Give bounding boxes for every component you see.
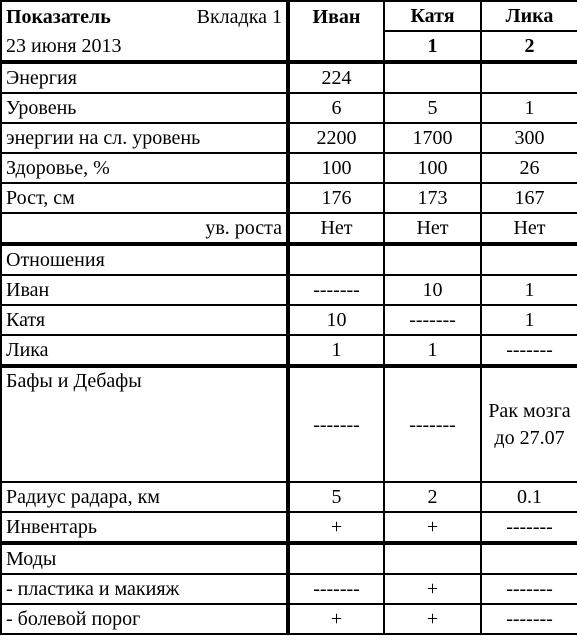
cell-value: 2200 — [288, 123, 384, 153]
table-row — [1, 335, 577, 366]
cell-value: + — [384, 512, 481, 543]
cell-value: 10 — [288, 305, 384, 335]
cell-value: 5 — [384, 93, 481, 123]
table-row — [1, 305, 577, 335]
table-row — [1, 604, 577, 634]
section-row — [1, 244, 577, 275]
character-number-lika: 2 — [481, 31, 577, 62]
empty-cell — [481, 543, 577, 574]
cell-value: 300 — [481, 123, 577, 153]
cell-value: ------- — [481, 574, 577, 604]
cell-value: + — [384, 574, 481, 604]
empty-cell — [384, 244, 481, 275]
cell-value: ------- — [481, 604, 577, 634]
cell-value: 0.1 — [481, 482, 577, 512]
table-row — [1, 213, 577, 244]
character-name-katya: Катя — [384, 1, 481, 31]
header-row — [1, 1, 577, 31]
row-label: - пластика и макияж — [1, 574, 288, 604]
tab-label: Вкладка 1 — [196, 5, 282, 28]
row-label: Катя — [1, 305, 288, 335]
cell-value: 1700 — [384, 123, 481, 153]
cell-value: ------- — [384, 305, 481, 335]
table-row — [1, 93, 577, 123]
cell-value: Нет — [384, 213, 481, 244]
table-row — [1, 482, 577, 512]
row-label: Иван — [1, 275, 288, 305]
indicator-heading: Показатель — [6, 5, 111, 28]
character-number-katya: 1 — [384, 31, 481, 62]
character-number-ivan — [288, 31, 384, 62]
cell-value: 173 — [384, 183, 481, 213]
cell-value: ------- — [288, 366, 384, 482]
row-label: Бафы и Дебафы — [1, 366, 288, 482]
cell-value: + — [288, 604, 384, 634]
cell-value: 10 — [384, 275, 481, 305]
table-row — [1, 366, 577, 482]
table-row — [1, 62, 577, 93]
cell-value: ------- — [481, 512, 577, 543]
empty-cell — [481, 244, 577, 275]
cell-value: ------- — [481, 335, 577, 366]
row-label: Инвентарь — [1, 512, 288, 543]
date-label: 23 июня 2013 — [1, 31, 288, 62]
cell-value: 100 — [384, 153, 481, 183]
cell-value: 26 — [481, 153, 577, 183]
table-row — [1, 512, 577, 543]
cell-value: + — [288, 512, 384, 543]
row-label: Радиус радара, км — [1, 482, 288, 512]
header-label-cell — [1, 1, 288, 31]
cell-value: Рак мозга до 27.07 — [481, 366, 577, 482]
cell-value: Нет — [481, 213, 577, 244]
empty-cell — [288, 543, 384, 574]
section-heading-relations: Отношения — [1, 244, 288, 275]
cell-value: + — [384, 604, 481, 634]
cell-value: 6 — [288, 93, 384, 123]
cell-value — [384, 62, 481, 93]
row-label: Уровень — [1, 93, 288, 123]
cell-value: 224 — [288, 62, 384, 93]
cell-value: 2 — [384, 482, 481, 512]
cell-value: 1 — [481, 305, 577, 335]
row-label: - болевой порог — [1, 604, 288, 634]
character-name-lika: Лика — [481, 1, 577, 31]
cell-value: 100 — [288, 153, 384, 183]
empty-cell — [288, 244, 384, 275]
character-name-ivan: Иван — [288, 1, 384, 31]
row-label: Рост, см — [1, 183, 288, 213]
empty-cell — [384, 543, 481, 574]
row-label: энергии на сл. уровень — [1, 123, 288, 153]
cell-value: ------- — [288, 275, 384, 305]
table-row — [1, 183, 577, 213]
cell-value: 167 — [481, 183, 577, 213]
table-row — [1, 275, 577, 305]
cell-value — [481, 62, 577, 93]
cell-value: ------- — [384, 366, 481, 482]
cell-value: 176 — [288, 183, 384, 213]
cell-value: 5 — [288, 482, 384, 512]
cell-value: ------- — [288, 574, 384, 604]
cell-value: 1 — [288, 335, 384, 366]
table-row — [1, 123, 577, 153]
row-label: Лика — [1, 335, 288, 366]
cell-value: Нет — [288, 213, 384, 244]
table-row — [1, 574, 577, 604]
section-heading-mods: Моды — [1, 543, 288, 574]
row-label: ув. роста — [1, 213, 288, 244]
table-row — [1, 153, 577, 183]
row-label: Энергия — [1, 62, 288, 93]
cell-value: 1 — [481, 275, 577, 305]
row-label: Здоровье, % — [1, 153, 288, 183]
cell-value: 1 — [384, 335, 481, 366]
header-subrow — [1, 31, 577, 62]
cell-value: 1 — [481, 93, 577, 123]
section-row — [1, 543, 577, 574]
